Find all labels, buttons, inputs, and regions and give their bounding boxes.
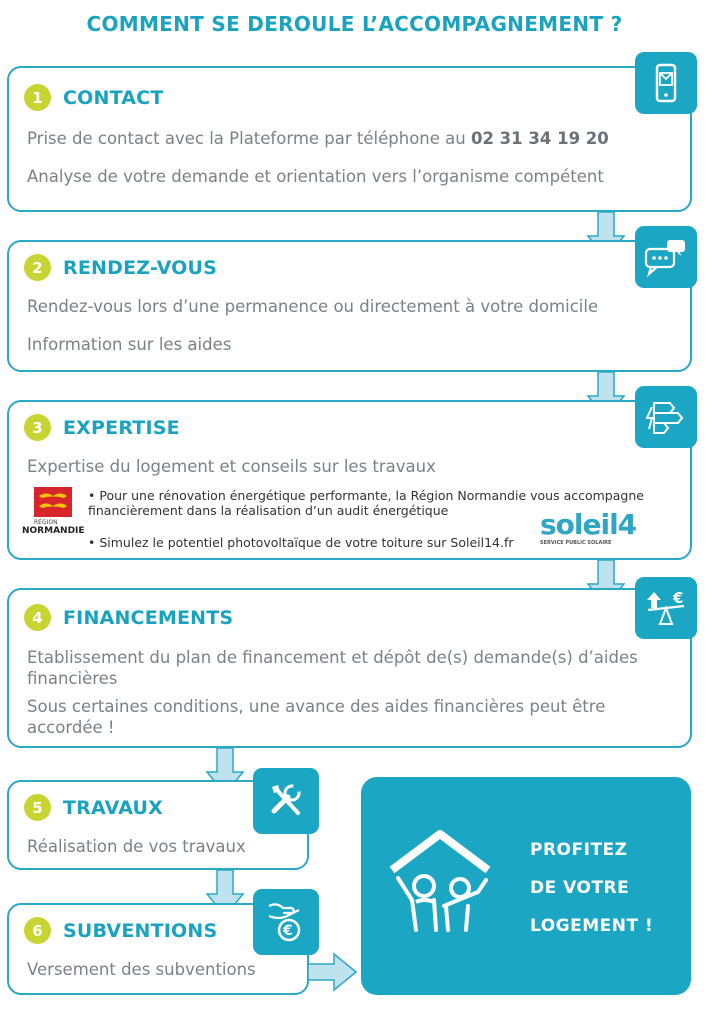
step-number: 1 xyxy=(24,84,51,111)
step-title: CONTACT xyxy=(63,86,164,109)
svg-text:€: € xyxy=(283,923,293,939)
balance-euro-icon xyxy=(635,577,697,639)
step-number: 6 xyxy=(24,917,51,944)
step-title: TRAVAUX xyxy=(63,796,164,819)
step-title: FINANCEMENTS xyxy=(63,606,234,629)
page-title: COMMENT SE DEROULE L’ACCOMPAGNEMENT ? xyxy=(86,12,623,36)
soleil14-logo xyxy=(540,510,636,546)
step-rendezvous-line1: Rendez-vous lors d’une permanence ou directement à votre domicile xyxy=(27,297,599,316)
region-label: RÉGION xyxy=(34,519,58,526)
final-line3: LOGEMENT ! xyxy=(530,916,654,936)
step-subventions-line1: Versement des subventions xyxy=(27,960,256,979)
step-subventions-header xyxy=(24,917,217,944)
step-number: 3 xyxy=(24,414,51,441)
step-financements-line1: Etablissement du plan de financement et dépôt de(s) demande(s) d’aides financières xyxy=(27,648,638,688)
family-house-icon xyxy=(386,826,498,938)
step-contact-line2: Analyse de votre demande et orientation vers l’organisme compétent xyxy=(27,167,604,186)
smartphone-icon xyxy=(635,52,697,114)
region-name: NORMANDIE xyxy=(22,526,85,536)
step-title: SUBVENTIONS xyxy=(63,919,218,942)
step-rendezvous-header xyxy=(24,254,217,281)
step-number: 4 xyxy=(24,604,51,631)
soleil-bullet: • Simulez le potentiel photovoltaïque de votre toiture sur Soleil14.fr xyxy=(88,535,514,550)
step-contact-header xyxy=(24,84,164,111)
region-normandie-logo xyxy=(22,487,84,537)
step-expertise-header xyxy=(24,414,180,441)
normandy-flag-icon xyxy=(34,487,72,517)
right-arrow-icon xyxy=(308,952,358,992)
step-financements-header xyxy=(24,604,233,631)
step-contact-line1 xyxy=(27,128,609,149)
phone-number[interactable]: 02 31 34 19 20 xyxy=(470,129,609,148)
step-expertise-line1: Expertise du logement et conseils sur les travaux xyxy=(27,457,436,476)
step-title: RENDEZ-VOUS xyxy=(63,256,218,279)
step-rendezvous-line2: Information sur les aides xyxy=(27,335,232,354)
contact-text: Prise de contact avec la Plateforme par téléphone au xyxy=(27,129,471,148)
chat-bubbles-icon xyxy=(635,226,697,288)
svg-text:€: € xyxy=(673,589,684,607)
step-number: 2 xyxy=(24,254,51,281)
region-bullet: • Pour une rénovation énergétique performante, la Région Normandie vous accompagne financièrement dans la réalisation d’un audit énergétique xyxy=(88,488,644,518)
step-travaux-header xyxy=(24,794,163,821)
final-line1: PROFITEZ xyxy=(530,840,628,860)
step-travaux-line1: Réalisation de vos travaux xyxy=(27,837,246,856)
step-title: EXPERTISE xyxy=(63,416,180,439)
step-number: 5 xyxy=(24,794,51,821)
step-financements-line2: Sous certaines conditions, une avance des aides financières peut être accordée ! xyxy=(27,697,606,737)
hand-coin-euro-icon xyxy=(253,889,319,955)
soleil-tagline: SERVICE PUBLIC SOLAIRE xyxy=(540,540,612,546)
energy-rating-icon xyxy=(635,386,697,448)
tools-icon xyxy=(253,768,319,834)
final-line2: DE VOTRE xyxy=(530,878,630,898)
soleil-logo-text: soleil4 xyxy=(540,508,637,541)
